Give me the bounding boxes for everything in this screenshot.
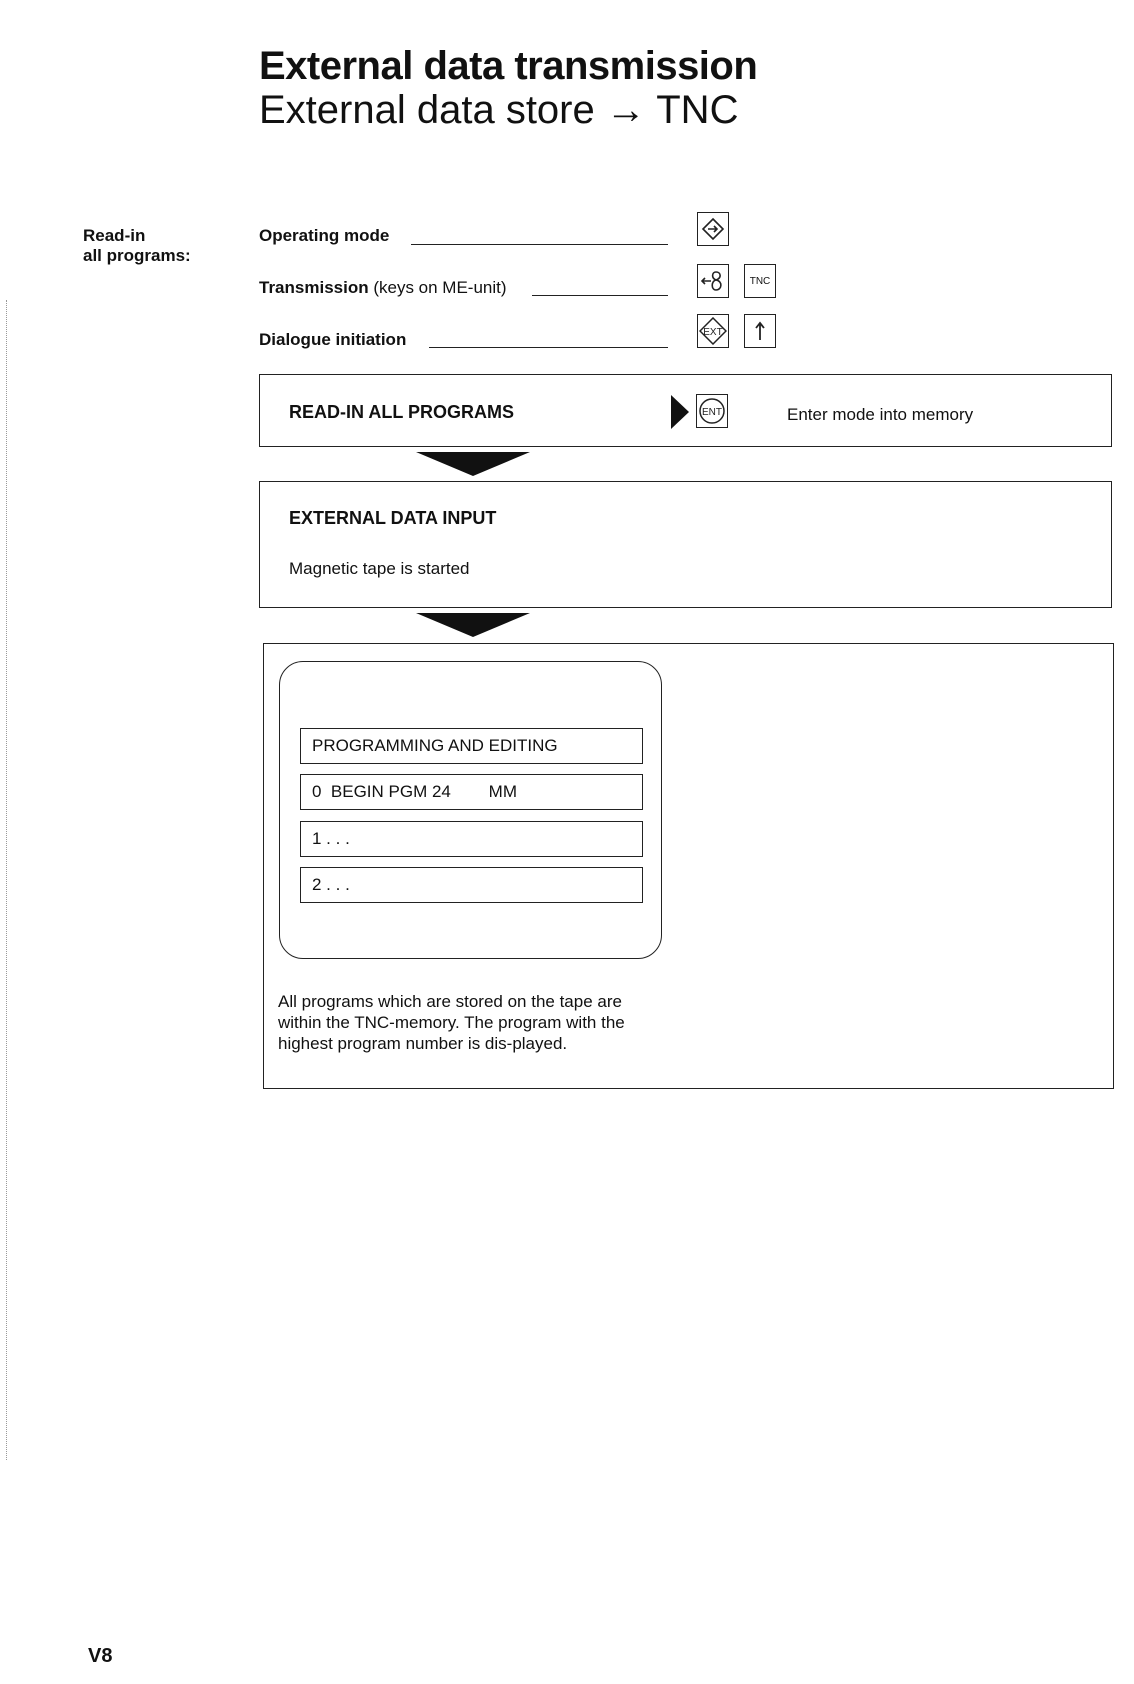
page-subtitle: External data store → TNC [259, 88, 739, 132]
screen-line-2: 2 . . . [300, 867, 643, 903]
screen-line-mode: PROGRAMMING AND EDITING [300, 728, 643, 764]
step-operating-mode [259, 226, 389, 246]
side-label-line-1: Read-in [83, 226, 146, 245]
side-label [83, 226, 191, 266]
magnetic-tape-status: Magnetic tape is started [289, 559, 470, 578]
tnc-key[interactable] [744, 264, 776, 298]
step-transmission [259, 278, 507, 298]
step-transmission-rest: (keys on ME-unit) [368, 278, 507, 297]
external-data-input-label: EXTERNAL DATA INPUT [289, 508, 497, 528]
ent-key-label: ENT [702, 407, 722, 418]
enter-mode-hint: Enter mode into memory [787, 405, 974, 424]
page-number: V8 [88, 1645, 113, 1667]
cursor-pointer-icon [671, 395, 689, 429]
side-label-line-2: all programs: [83, 246, 191, 265]
ext-key-icon [699, 317, 727, 345]
ent-key-icon [698, 397, 726, 425]
step-dialogue-initiation [259, 330, 406, 350]
flow-arrow-1 [416, 452, 530, 476]
read-in-all-programs-box [259, 374, 1112, 447]
ext-key-label: EXT [703, 327, 723, 338]
screen-line-1: 1 . . . [300, 821, 643, 857]
result-note: All programs which are stored on the tape are within the TNC-memory. The program with the highest program number is dis-played. [278, 992, 625, 1053]
transfer-arrow-icon [700, 268, 726, 294]
step-transmission-label: Transmission [259, 278, 369, 297]
operating-mode-key[interactable] [697, 212, 729, 246]
scan-margin-line [6, 300, 7, 1460]
flow-arrow-2 [416, 613, 530, 637]
read-in-all-programs-label: READ-IN ALL PROGRAMS [289, 402, 514, 422]
mode-arrow-icon [701, 217, 725, 241]
page-title: External data transmission [259, 44, 758, 88]
step-operating-mode-label: Operating mode [259, 226, 390, 245]
external-data-input-box [259, 481, 1112, 608]
leader-line-3 [429, 347, 668, 348]
transfer-key[interactable] [697, 264, 729, 298]
tnc-key-label: TNC [749, 275, 771, 287]
ext-key[interactable] [697, 314, 729, 348]
up-arrow-key[interactable] [744, 314, 776, 348]
up-arrow-key-icon [752, 320, 768, 342]
leader-line-1 [411, 244, 668, 245]
tnc-screen-display [279, 661, 662, 959]
leader-line-2 [532, 295, 668, 296]
ent-key[interactable] [696, 394, 728, 428]
screen-line-begin-pgm: 0 BEGIN PGM 24 MM [300, 774, 643, 810]
step-dialogue-label: Dialogue initiation [259, 330, 407, 349]
